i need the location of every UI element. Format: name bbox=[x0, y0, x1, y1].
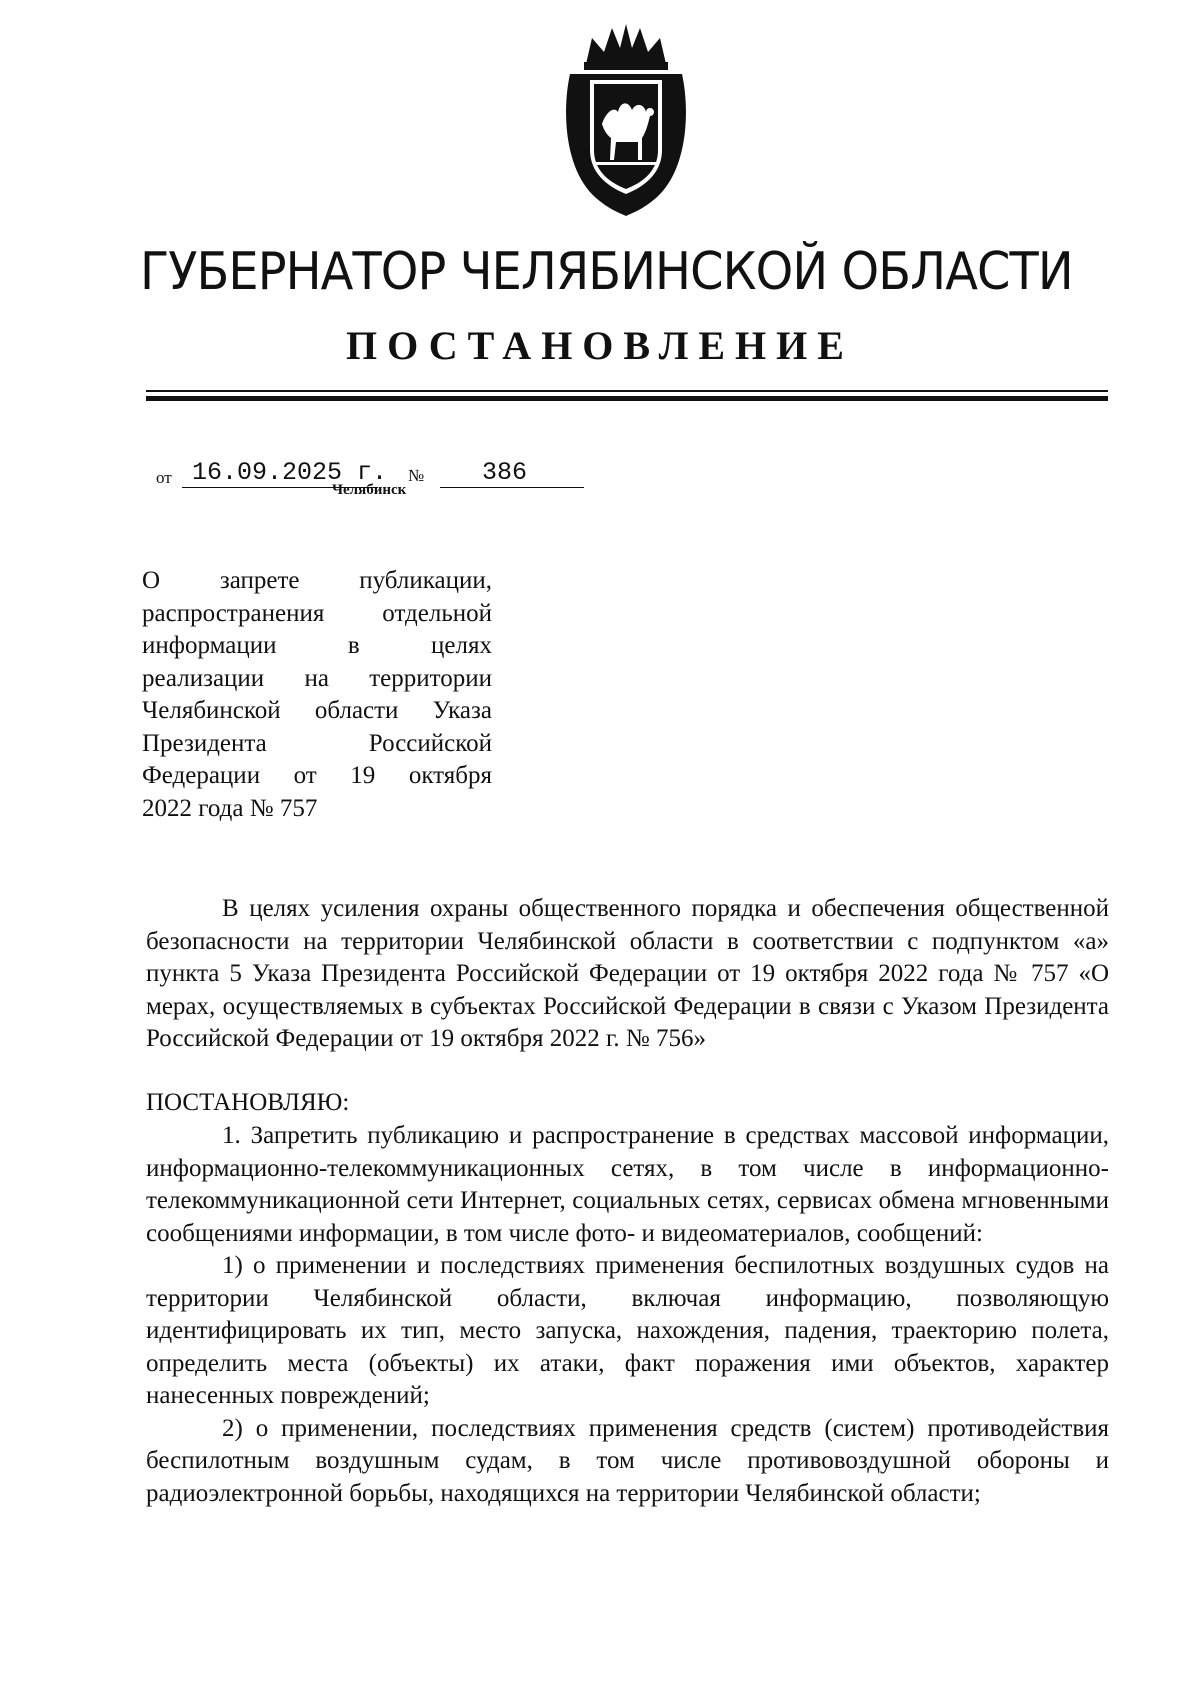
date-prefix: от bbox=[156, 468, 172, 487]
issuing-authority: ГУБЕРНАТОР ЧЕЛЯБИНСКОЙ ОБЛАСТИ bbox=[140, 242, 1073, 302]
document-type: ПОСТАНОВЛЕНИЕ bbox=[346, 323, 854, 368]
document-number: 386 bbox=[440, 458, 584, 488]
subject-line: Президента Российской bbox=[142, 729, 492, 757]
document-date: 16.09.2025 г. bbox=[182, 458, 378, 488]
decree-word: ПОСТАНОВЛЯЮ: bbox=[146, 1089, 350, 1116]
decree-items bbox=[146, 1120, 1109, 1510]
subject-line: Федерации от 19 октября bbox=[142, 762, 492, 789]
preamble-paragraph: В целях усиления охраны общественного порядка и обеспечения общественной безопасности на территории Челябинской области в соответствии с подпунктом «а» пункта 5 Указа Президента Российской Федерации от 19 октября 2022 года № 757 «О мерах, осуществляемых в субъектах Российской Федерации в связи с Указом Президента Российской Федерации от 19 октября 2022 г. № 756» bbox=[146, 895, 1109, 1052]
document-subject bbox=[142, 565, 492, 825]
header-divider-thick bbox=[146, 396, 1108, 401]
header-divider-thin bbox=[146, 390, 1108, 392]
subitem-2: 2) о применении, последствиях применения средств (систем) противодействия беспилотным воздушным судам, в том числе противовоздушной обороны и радиоэлектронной борьбы, находящихся на территории Челябинской области; bbox=[146, 1414, 1109, 1507]
subject-line: реализации на территории bbox=[142, 664, 492, 692]
chelyabinsk-coat-of-arms-icon bbox=[556, 20, 696, 220]
subject-line: Челябинской области Указа bbox=[142, 697, 492, 724]
subject-line: распространения отдельной bbox=[142, 599, 492, 627]
subject-line: 2022 года № 757 bbox=[142, 794, 318, 822]
number-sign: № bbox=[408, 466, 425, 485]
decree-section bbox=[146, 1087, 1109, 1120]
item-1: 1. Запретить публикацию и распространение в средствах массовой информации, информационно-телекоммуникационных сетях, в том числе в информационно-телекоммуникационной сети Интернет, социальных сетях, сервисах обмена мгновенными сообщениями информации, в том числе фото- и видеоматериалов, сообщений: bbox=[146, 1122, 1109, 1247]
subject-line: О запрете публикации, bbox=[142, 567, 492, 594]
subitem-1: 1) о применении и последствиях применения беспилотных воздушных судов на территории Челябинской области, включая информацию, позволяющую идентифицировать их тип, место запуска, нахождения, падения, траекторию полета, определить места (объекты) их атаки, факт поражения ими объектов, характер нанесенных повреждений; bbox=[146, 1252, 1109, 1409]
preamble-section bbox=[146, 893, 1109, 1056]
issue-city: Челябинск bbox=[332, 482, 407, 498]
subject-line: информации в целях bbox=[142, 632, 492, 659]
